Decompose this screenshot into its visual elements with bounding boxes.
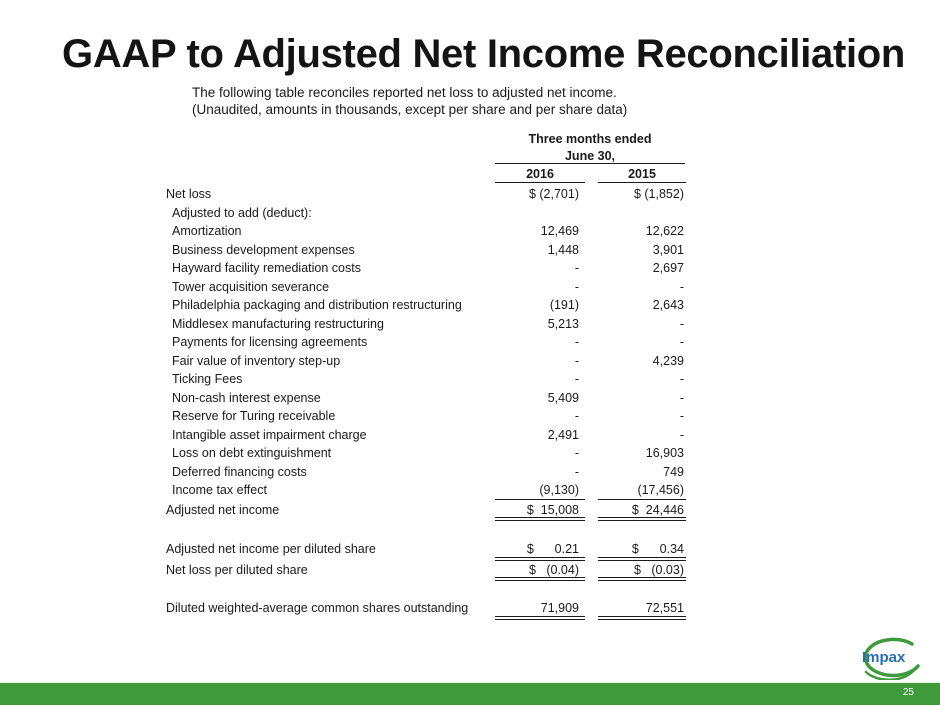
- value-2016: -: [574, 409, 579, 423]
- page-number: 25: [902, 687, 914, 698]
- value-2016: 1,448: [547, 242, 579, 257]
- table-row-shares: [0, 599, 940, 618]
- value-2015: (17,456): [637, 483, 684, 497]
- row-label: Income tax effect: [172, 483, 267, 497]
- row-label: Intangible asset impairment charge: [172, 427, 367, 442]
- value-2016: -: [574, 335, 579, 349]
- row-label: Business development expenses: [172, 242, 355, 257]
- value-2015: -: [679, 372, 684, 386]
- value-2016: $ 0.21: [526, 542, 579, 556]
- table-row: [0, 370, 940, 389]
- per-share-double-rule-2015: [598, 577, 686, 581]
- value-2016: $ (0.04): [528, 563, 579, 577]
- row-label: Ticking Fees: [172, 372, 243, 386]
- value-2016: -: [574, 446, 579, 460]
- row-label: Adjusted net income: [166, 502, 280, 517]
- value-2015: -: [679, 390, 684, 405]
- row-label: Adjusted net income per diluted share: [166, 542, 376, 556]
- row-label: Non-cash interest expense: [172, 390, 321, 405]
- footer-bar: [0, 683, 940, 705]
- table-row: [0, 185, 940, 204]
- value-2016: -: [574, 261, 579, 275]
- table-row: [0, 315, 940, 334]
- row-label: Loss on debt extinguishment: [172, 446, 332, 460]
- table-row: [0, 352, 940, 371]
- table-description: [192, 84, 627, 118]
- period-header-rule: [495, 163, 685, 164]
- column-rule-2015: [598, 182, 686, 183]
- value-2016: $ (2,701): [528, 187, 579, 201]
- value-2015: 16,903: [645, 446, 684, 460]
- row-label: Diluted weighted-average common shares outstanding: [166, 601, 469, 615]
- value-2016: 71,909: [540, 601, 579, 615]
- table-row: [0, 444, 940, 463]
- value-2015: $ (0.03): [633, 563, 684, 577]
- column-header-2016: 2016: [526, 167, 554, 181]
- table-row: [0, 463, 940, 482]
- value-2016: -: [574, 464, 579, 479]
- period-header: Three months ended: [528, 132, 652, 146]
- value-2015: $ 24,446: [631, 502, 684, 517]
- table-row-total: [0, 501, 940, 520]
- table-row: [0, 389, 940, 408]
- total-double-rule-2015: [598, 517, 686, 521]
- row-label: Reserve for Turing receivable: [172, 409, 336, 423]
- impax-logo: [852, 636, 928, 680]
- row-label: Payments for licensing agreements: [172, 335, 368, 349]
- description-line-2: (Unaudited, amounts in thousands, except per share and per share data): [192, 102, 628, 117]
- value-2015: 2,697: [652, 261, 684, 275]
- column-rule-2016: [495, 182, 585, 183]
- row-label: Net loss per diluted share: [166, 563, 308, 577]
- table-row: [0, 204, 940, 223]
- table-row: [0, 296, 940, 315]
- value-2016: 12,469: [540, 224, 579, 238]
- value-2015: $ 0.34: [631, 542, 684, 556]
- page-title: GAAP to Adjusted Net Income Reconciliation: [62, 32, 906, 76]
- row-label: Deferred financing costs: [172, 464, 307, 479]
- value-2015: -: [679, 279, 684, 294]
- row-label: Amortization: [172, 224, 242, 238]
- value-2016: 5,213: [547, 316, 579, 331]
- table-row: [0, 278, 940, 297]
- row-label: Hayward facility remediation costs: [172, 261, 361, 275]
- table-row-per-share: [0, 540, 940, 559]
- value-2015: -: [679, 316, 684, 331]
- per-share-double-rule-2016: [495, 577, 585, 581]
- table-row: [0, 222, 940, 241]
- value-2015: 72,551: [645, 601, 684, 615]
- total-double-rule-2016: [495, 517, 585, 521]
- value-2016: (191): [549, 298, 579, 312]
- value-2016: -: [574, 353, 579, 368]
- table-row: [0, 333, 940, 352]
- value-2015: -: [679, 409, 684, 423]
- shares-double-rule-2015: [598, 616, 686, 620]
- row-label: Middlesex manufacturing restructuring: [172, 316, 384, 331]
- row-label: Fair value of inventory step-up: [172, 353, 341, 368]
- table-row: [0, 426, 940, 445]
- value-2015: -: [679, 335, 684, 349]
- table-row-per-share: [0, 561, 940, 580]
- value-2016: -: [574, 372, 579, 386]
- value-2016: (9,130): [539, 483, 579, 497]
- table-row: [0, 259, 940, 278]
- table-row: [0, 407, 940, 426]
- value-2016: 2,491: [547, 427, 579, 442]
- value-2016: 5,409: [547, 390, 579, 405]
- logo-text: Impax: [862, 649, 906, 666]
- row-label: Tower acquisition severance: [172, 279, 330, 294]
- value-2016: $ 15,008: [526, 502, 579, 517]
- value-2016: -: [574, 279, 579, 294]
- value-2015: $ (1,852): [633, 187, 684, 201]
- value-2015: 2,643: [652, 298, 684, 312]
- value-2015: 4,239: [652, 353, 684, 368]
- column-header-2015: 2015: [628, 167, 656, 181]
- row-label: Philadelphia packaging and distribution restructuring: [172, 298, 462, 312]
- value-2015: -: [679, 427, 684, 442]
- value-2015: 749: [663, 464, 684, 479]
- table-row: [0, 241, 940, 260]
- row-label: Net loss: [166, 187, 212, 201]
- row-label: Adjusted to add (deduct):: [172, 205, 312, 220]
- value-2015: 12,622: [645, 224, 684, 238]
- description-line-1: The following table reconciles reported net loss to adjusted net income.: [192, 85, 617, 100]
- period-date-header: June 30,: [564, 149, 616, 163]
- value-2015: 3,901: [652, 242, 684, 257]
- shares-double-rule-2016: [495, 616, 585, 620]
- table-row: [0, 481, 940, 500]
